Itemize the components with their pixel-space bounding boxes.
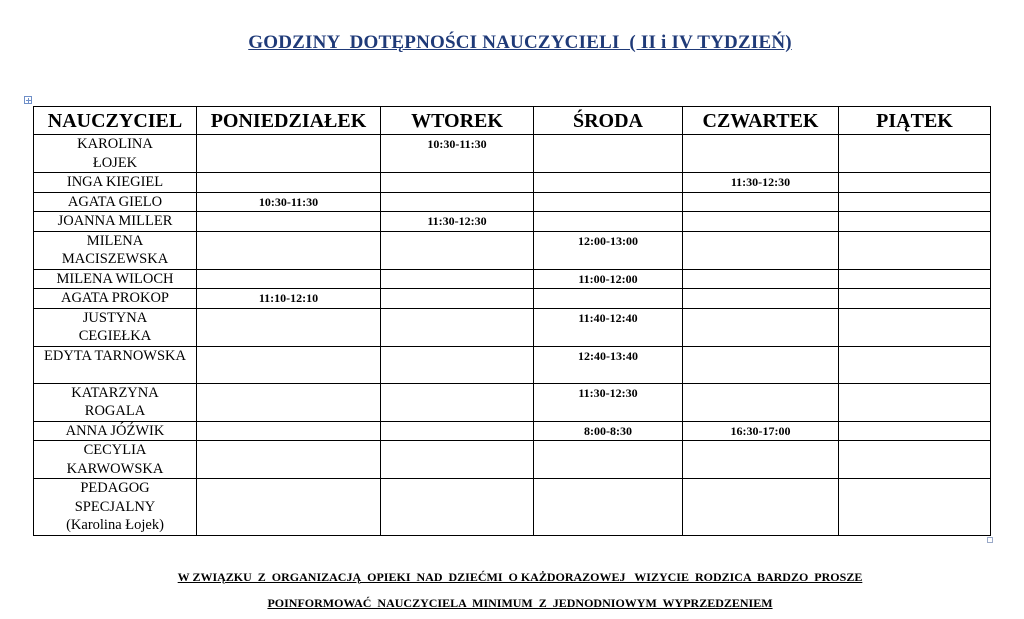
time-cell-tuesday: 10:30-11:30 (381, 135, 534, 173)
table-row (34, 192, 991, 212)
time-cell-tuesday (381, 479, 534, 536)
time-cell-thursday (683, 346, 839, 383)
table-row (34, 308, 991, 346)
time-cell-thursday: 16:30-17:00 (683, 421, 839, 441)
time-cell-thursday (683, 212, 839, 232)
time-cell-thursday (683, 289, 839, 309)
time-cell-monday (197, 269, 381, 289)
time-cell-tuesday (381, 173, 534, 193)
time-cell-thursday (683, 383, 839, 421)
table-row (34, 441, 991, 479)
teacher-name-cell (34, 289, 197, 309)
table-header-row (34, 107, 991, 135)
time-cell-wednesday: 11:30-12:30 (534, 383, 683, 421)
time-cell-thursday: 11:30-12:30 (683, 173, 839, 193)
teacher-name-cell (34, 441, 197, 479)
time-cell-monday (197, 173, 381, 193)
time-cell-wednesday: 12:40-13:40 (534, 346, 683, 383)
table-resize-handle-icon[interactable] (987, 537, 993, 543)
teacher-name: JUSTYNA CEGIEŁKA (78, 309, 152, 344)
time-cell-friday (839, 441, 991, 479)
time-cell-monday (197, 212, 381, 232)
time-cell-wednesday: 11:40-12:40 (534, 308, 683, 346)
time-cell-friday (839, 212, 991, 232)
table-row (34, 173, 991, 193)
teacher-name-cell (34, 346, 197, 383)
time-cell-friday (839, 421, 991, 441)
time-cell-wednesday (534, 479, 683, 536)
table-row (34, 421, 991, 441)
time-cell-wednesday (534, 212, 683, 232)
teacher-name: KATARZYNA ROGALA (71, 384, 159, 419)
time-cell-monday: 11:10-12:10 (197, 289, 381, 309)
teacher-name: ANNA JÓŹWIK (65, 422, 165, 439)
time-cell-wednesday (534, 289, 683, 309)
time-cell-friday (839, 383, 991, 421)
table-row (34, 231, 991, 269)
time-cell-monday (197, 479, 381, 536)
time-cell-tuesday (381, 289, 534, 309)
time-cell-wednesday (534, 135, 683, 173)
time-cell-friday (839, 192, 991, 212)
teacher-name-cell (34, 231, 197, 269)
time-cell-thursday (683, 269, 839, 289)
table-row (34, 289, 991, 309)
time-cell-tuesday: 11:30-12:30 (381, 212, 534, 232)
time-cell-monday (197, 383, 381, 421)
time-cell-friday (839, 231, 991, 269)
table-row (34, 269, 991, 289)
time-cell-wednesday: 11:00-12:00 (534, 269, 683, 289)
time-cell-friday (839, 269, 991, 289)
time-cell-monday (197, 135, 381, 173)
time-cell-friday (839, 346, 991, 383)
time-cell-friday (839, 479, 991, 536)
teacher-name-cell (34, 269, 197, 289)
teacher-name: AGATA PROKOP (60, 290, 169, 306)
teacher-name-cell (34, 308, 197, 346)
header-thursday: CZWARTEK (683, 107, 839, 135)
time-cell-monday (197, 308, 381, 346)
time-cell-thursday (683, 192, 839, 212)
table-move-handle-icon[interactable] (24, 96, 32, 104)
time-cell-wednesday (534, 173, 683, 193)
teacher-name-cell (34, 135, 197, 173)
table-row (34, 479, 991, 536)
time-cell-monday (197, 231, 381, 269)
time-cell-tuesday (381, 441, 534, 479)
time-cell-wednesday: 8:00-8:30 (534, 421, 683, 441)
time-cell-friday (839, 308, 991, 346)
time-cell-tuesday (381, 231, 534, 269)
table-row (34, 212, 991, 232)
teacher-name-cell (34, 173, 197, 193)
time-cell-thursday (683, 479, 839, 536)
teacher-name: MILENA MACISZEWSKA (61, 232, 169, 267)
time-cell-wednesday (534, 192, 683, 212)
teacher-name: MILENA WILOCH (56, 270, 174, 287)
time-cell-tuesday (381, 269, 534, 289)
teacher-name-cell (34, 192, 197, 212)
teacher-name-cell (34, 212, 197, 232)
header-teacher: NAUCZYCIEL (34, 107, 197, 135)
teacher-name: AGATA GIELO (67, 193, 163, 210)
time-cell-tuesday (381, 421, 534, 441)
availability-table (33, 106, 991, 536)
header-tuesday: WTOREK (381, 107, 534, 135)
teacher-name-cell (34, 479, 197, 536)
time-cell-monday (197, 421, 381, 441)
teacher-name: CECYLIA KARWOWSKA (66, 442, 164, 477)
teacher-name-cell (34, 383, 197, 421)
time-cell-tuesday (381, 308, 534, 346)
teacher-name: KAROLINA ŁOJEK (77, 136, 153, 171)
header-friday: PIĄTEK (839, 107, 991, 135)
time-cell-thursday (683, 441, 839, 479)
footer-note-line-1: W ZWIĄZKU Z ORGANIZACJĄ OPIEKI NAD DZIEĆMI O KAŻDORAZOWEJ WIZYCIE RODZICA BARDZO PROSZE (177, 570, 863, 584)
table-row (34, 135, 991, 173)
time-cell-tuesday (381, 346, 534, 383)
teacher-name-cell (34, 421, 197, 441)
footer-note-line-2: POINFORMOWAĆ NAUCZYCIELA MINIMUM Z JEDNODNIOWYM WYPRZEDZENIEM (267, 596, 773, 610)
table-row (34, 383, 991, 421)
teacher-name: EDYTA TARNOWSKA (43, 347, 186, 364)
time-cell-monday (197, 346, 381, 383)
header-monday: PONIEDZIAŁEK (197, 107, 381, 135)
time-cell-friday (839, 173, 991, 193)
teacher-name: INGA KIEGIEL (66, 174, 164, 190)
time-cell-thursday (683, 308, 839, 346)
time-cell-wednesday (534, 441, 683, 479)
teacher-name: PEDAGOG SPECJALNY (Karolina Łojek) (66, 480, 164, 533)
teacher-name: JOANNA MILLER (57, 213, 173, 229)
time-cell-thursday (683, 135, 839, 173)
time-cell-friday (839, 289, 991, 309)
time-cell-monday: 10:30-11:30 (197, 192, 381, 212)
time-cell-tuesday (381, 383, 534, 421)
time-cell-wednesday: 12:00-13:00 (534, 231, 683, 269)
time-cell-thursday (683, 231, 839, 269)
header-wednesday: ŚRODA (534, 107, 683, 135)
document-title: GODZINY DOTĘPNOŚCI NAUCZYCIELI ( II i IV TYDZIEŃ) (248, 32, 792, 53)
time-cell-tuesday (381, 192, 534, 212)
time-cell-friday (839, 135, 991, 173)
table-row (34, 346, 991, 383)
time-cell-monday (197, 441, 381, 479)
